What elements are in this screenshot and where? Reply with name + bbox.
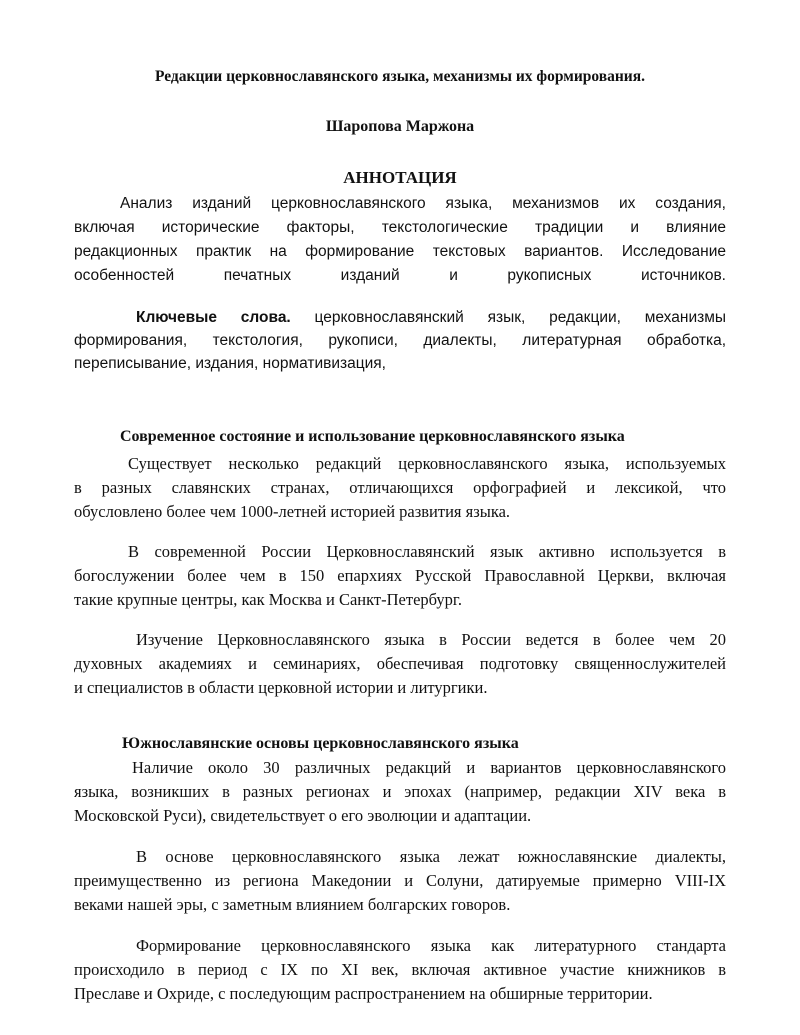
paragraph-line: Наличие около 30 различных редакций и вариантов церковнославянского — [132, 758, 726, 777]
keywords-line: формирования, текстология, рукописи, диалекты, литературная обработка, — [74, 332, 726, 349]
annotation-line: включая исторические факторы, текстологические традиции и влияние — [74, 219, 726, 236]
paragraph-line: преимущественно из региона Македонии и Солуни, датируемые примерно VIII-IX — [74, 871, 726, 890]
document-title: Редакции церковнославянского языка, механизмы их формирования. — [154, 68, 645, 85]
paragraph-line: и специалистов в области церковной истории и литургики. — [74, 678, 488, 697]
paragraph-line: такие крупные центры, как Москва и Санкт-Петербург. — [74, 590, 462, 609]
section2-paragraph-3 — [74, 934, 726, 1006]
annotation-heading: АННОТАЦИЯ — [343, 168, 457, 187]
section1-paragraph-3 — [74, 628, 726, 700]
paragraph-line: языка, возникших в разных регионах и эпохах (например, редакции XIV века в — [74, 782, 726, 801]
paragraph-line: В современной России Церковнославянский язык активно используется в — [128, 542, 726, 561]
paragraph-line: происходило в период с IX по XI век, включая активное участие книжников в — [74, 960, 726, 979]
keywords-label: Ключевые слова. — [136, 309, 291, 326]
paragraph-line: Московской Руси), свидетельствует о его эволюции и адаптации. — [74, 806, 532, 825]
paragraph-line: Преславе и Охриде, с последующим распространением на обширные территории. — [74, 984, 653, 1003]
keywords-line: переписывание, издания, нормативизация, — [74, 355, 386, 372]
section-heading-south-slavic: Южнославянские основы церковнославянского языка — [122, 735, 519, 752]
section2-paragraph-1 — [74, 756, 726, 828]
annotation-line: особенностей печатных изданий и рукописных источников. — [74, 267, 726, 284]
annotation-line: Анализ изданий церковнославянского языка, механизмов их создания, — [120, 195, 726, 212]
keywords-paragraph — [74, 306, 726, 375]
keywords-text: церковнославянский язык, редакции, механизмы — [290, 309, 727, 326]
section-heading-modern: Современное состояние и использование церковнославянского языка — [120, 428, 625, 445]
section1-paragraph-2 — [74, 540, 726, 612]
paragraph-line: Формирование церковнославянского языка как литературного стандарта — [136, 936, 726, 955]
annotation-paragraph — [74, 192, 726, 288]
section2-paragraph-2 — [74, 845, 726, 917]
paragraph-line: обусловлено более чем 1000-летней историей развития языка. — [74, 502, 511, 521]
paragraph-line: духовных академиях и семинариях, обеспечивая подготовку священнослужителей — [74, 654, 726, 673]
paragraph-line: Существует несколько редакций церковнославянского языка, используемых — [128, 454, 726, 473]
paragraph-line: богослужении более чем в 150 епархиях Русской Православной Церкви, включая — [74, 566, 726, 585]
paragraph-line: веками нашей эры, с заметным влиянием болгарских говоров. — [74, 895, 511, 914]
annotation-line: редакционных практик на формирование текстовых вариантов. Исследование — [74, 243, 726, 260]
section1-paragraph-1 — [74, 452, 726, 524]
author-name: Шаропова Маржона — [325, 118, 475, 135]
paragraph-line: Изучение Церковнославянского языка в России ведется в более чем 20 — [136, 630, 726, 649]
paragraph-line: в разных славянских странах, отличающихся орфографией и лексикой, что — [74, 478, 726, 497]
paragraph-line: В основе церковнославянского языка лежат южнославянские диалекты, — [136, 847, 726, 866]
